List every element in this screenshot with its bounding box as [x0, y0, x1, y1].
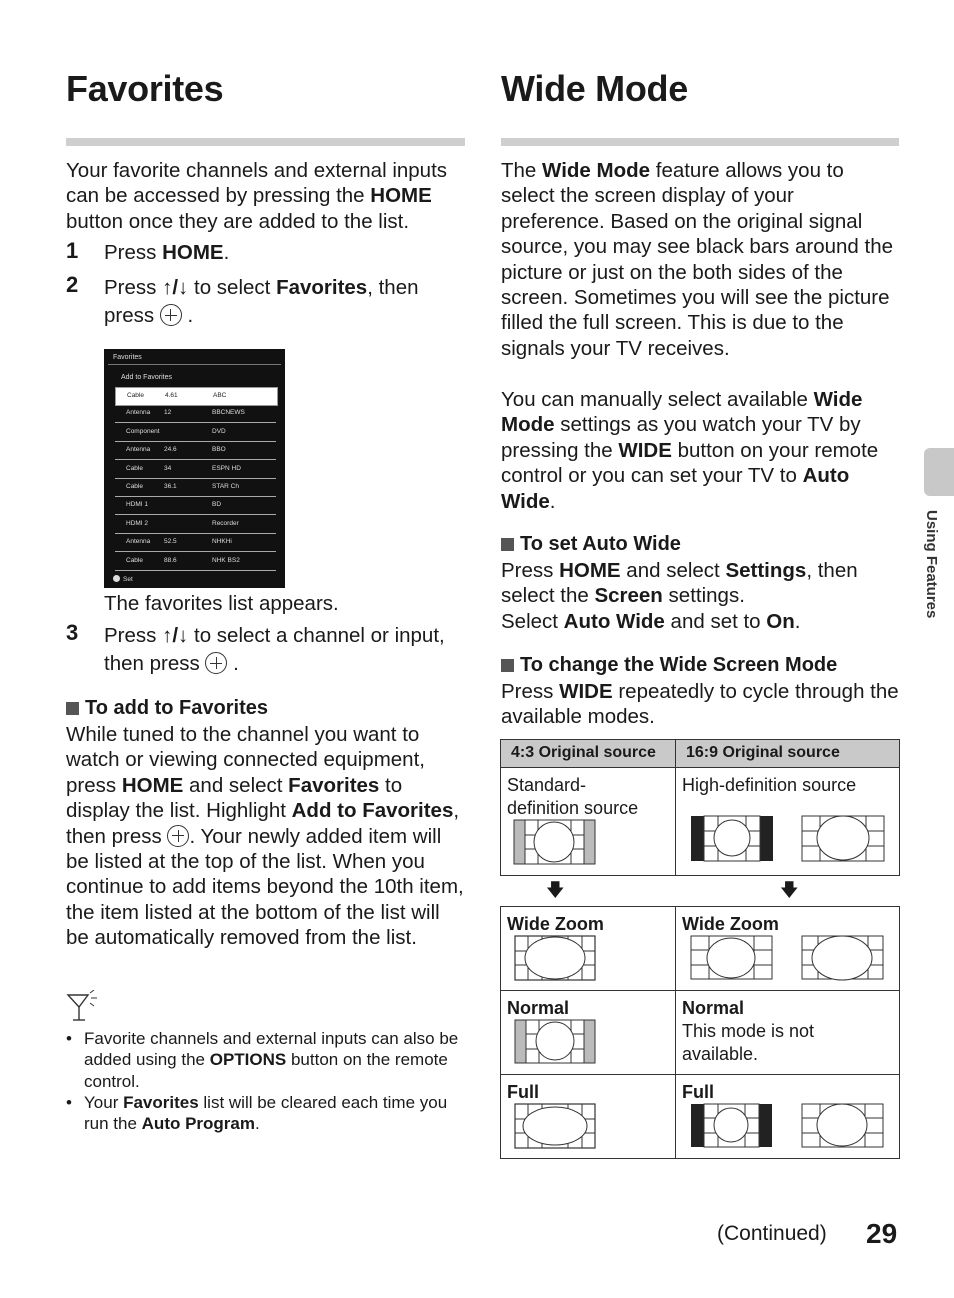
mode-table	[500, 906, 900, 1159]
section-rule	[66, 138, 465, 146]
channel-row[interactable]	[115, 534, 276, 552]
normal-43-cell: Normal	[501, 991, 676, 1075]
channel-input: Antenna	[126, 409, 151, 417]
favorites-appears-text: The favorites list appears.	[104, 592, 339, 615]
step-number: 1	[66, 238, 79, 263]
add-to-favorites-item: Add to Favorites	[121, 374, 172, 381]
favorites-screen-image	[104, 349, 285, 588]
favorites-title: Favorites	[66, 68, 224, 109]
channel-input: Antenna	[126, 538, 151, 546]
enter-icon	[167, 825, 189, 847]
step-2-text: Press ↑/↓ to select Favorites, then press .	[104, 276, 419, 327]
channel-name: NHKHi	[212, 538, 232, 546]
arrow-down-icon: 🡇	[546, 880, 565, 900]
note-item: • Your Favorites list will be cleared each time you run the Auto Program.	[66, 1092, 448, 1134]
channel-input: Cable	[127, 392, 144, 399]
auto-wide-body: Press HOME and select Settings, then select the Screen settings. Select Auto Wide and set to On.	[501, 559, 858, 633]
wide-mode-manual: You can manually select available Wide Mode settings as you watch your TV by pressing the WIDE button on your remote control or you can set your TV to Auto Wide.	[501, 388, 879, 513]
add-favorites-heading: To add to Favorites	[66, 697, 268, 720]
col-169-header: 16:9 Original source	[676, 740, 900, 768]
notes-list	[66, 1028, 466, 1134]
sd-source-cell: Standard-definition source	[501, 768, 676, 876]
channel-input: Cable	[126, 483, 143, 490]
channel-name: ABC	[213, 392, 227, 399]
channel-row[interactable]	[115, 497, 276, 515]
step-3-text: Press ↑/↓ to select a channel or input, then press .	[104, 624, 445, 675]
channel-input: HDMI 1	[126, 501, 149, 509]
add-favorites-body: While tuned to the channel you want to watch or viewing connected equipment, press HOME and select Favorites to display the list. Highlight Add to Favorites, then press . Your newly added item will be listed at the top of the list. When you continue to add items beyond the 10th item, the item listed at the bottom of the list will be automatically removed from the list.	[66, 723, 464, 950]
channel-name: BD	[212, 501, 222, 509]
continued-text: (Continued)	[717, 1222, 827, 1245]
full-43-cell: Full	[501, 1075, 676, 1159]
channel-row[interactable]	[115, 405, 276, 423]
channel-row[interactable]	[115, 442, 276, 460]
channel-number: 36.1	[164, 483, 177, 490]
normal-169-cell: Normal This mode is not available.	[676, 991, 900, 1075]
channel-name: BBCNEWS	[212, 409, 245, 417]
channel-input: Cable	[126, 464, 143, 472]
hint-icon	[66, 990, 102, 1024]
channel-input: Cable	[126, 556, 143, 564]
channel-row[interactable]	[115, 553, 276, 571]
channel-number: 12	[164, 409, 172, 417]
wide-zoom-169-cell: Wide Zoom	[676, 907, 900, 991]
channel-row[interactable]	[115, 424, 276, 442]
channel-number: 52.5	[164, 538, 177, 546]
channel-number: 34	[164, 464, 172, 472]
change-mode-heading: To change the Wide Screen Mode	[501, 654, 837, 677]
channel-name: NHK BS2	[212, 556, 240, 564]
channel-row[interactable]	[115, 479, 276, 497]
hd-source-cell: High-definition source	[676, 768, 900, 876]
page-number: 29	[866, 1218, 898, 1249]
wide-mode-title: Wide Mode	[501, 68, 688, 109]
enter-icon	[160, 304, 182, 326]
wide-mode-intro: The Wide Mode feature allows you to select the screen display of your preference. Based on the original signal source, you may see black bars around the picture or just on the both sides of the screen. Sometimes you will see the picture filled the full screen. This is due to the signals your TV receives.	[501, 159, 893, 360]
channel-row[interactable]	[115, 387, 278, 406]
channel-name: Recorder	[212, 519, 239, 527]
channel-row[interactable]	[115, 516, 276, 534]
wide-zoom-43-cell: Wide Zoom	[501, 907, 676, 991]
col-43-header: 4:3 Original source	[501, 740, 676, 768]
arrow-down-icon: 🡇	[780, 880, 799, 900]
channel-number: 4.61	[165, 392, 178, 399]
full-169-cell: Full	[676, 1075, 900, 1159]
channel-number: 24.6	[164, 446, 177, 454]
source-table	[500, 739, 900, 876]
step-1-text: Press HOME.	[104, 241, 230, 264]
channel-name: BBO	[212, 446, 226, 454]
channel-row[interactable]	[115, 461, 276, 479]
auto-wide-heading: To set Auto Wide	[501, 533, 681, 556]
channel-name: DVD	[212, 427, 226, 435]
step-number: 2	[66, 272, 79, 297]
side-tab-label: Using Features	[923, 510, 940, 619]
channel-name: STAR Ch	[212, 483, 239, 490]
channel-input: Antenna	[126, 446, 151, 454]
channel-name: ESPN HD	[212, 464, 241, 472]
channel-input: Component	[126, 427, 160, 435]
side-tab-marker	[924, 448, 954, 496]
set-hint: Set	[113, 575, 133, 583]
note-item: • Favorite channels and external inputs can also be added using the OPTIONS button on the remote control.	[66, 1029, 459, 1091]
step-number: 3	[66, 620, 79, 645]
channel-number: 88.6	[164, 556, 177, 564]
enter-icon	[113, 575, 120, 582]
enter-icon	[205, 652, 227, 674]
channel-input: HDMI 2	[126, 519, 149, 527]
section-rule	[501, 138, 899, 146]
change-mode-body: Press WIDE repeatedly to cycle through the available modes.	[501, 680, 899, 729]
favorites-intro: Your favorite channels and external inputs can be accessed by pressing the HOME button once they are added to the list.	[66, 159, 448, 233]
screen-header: Favorites	[113, 354, 142, 361]
